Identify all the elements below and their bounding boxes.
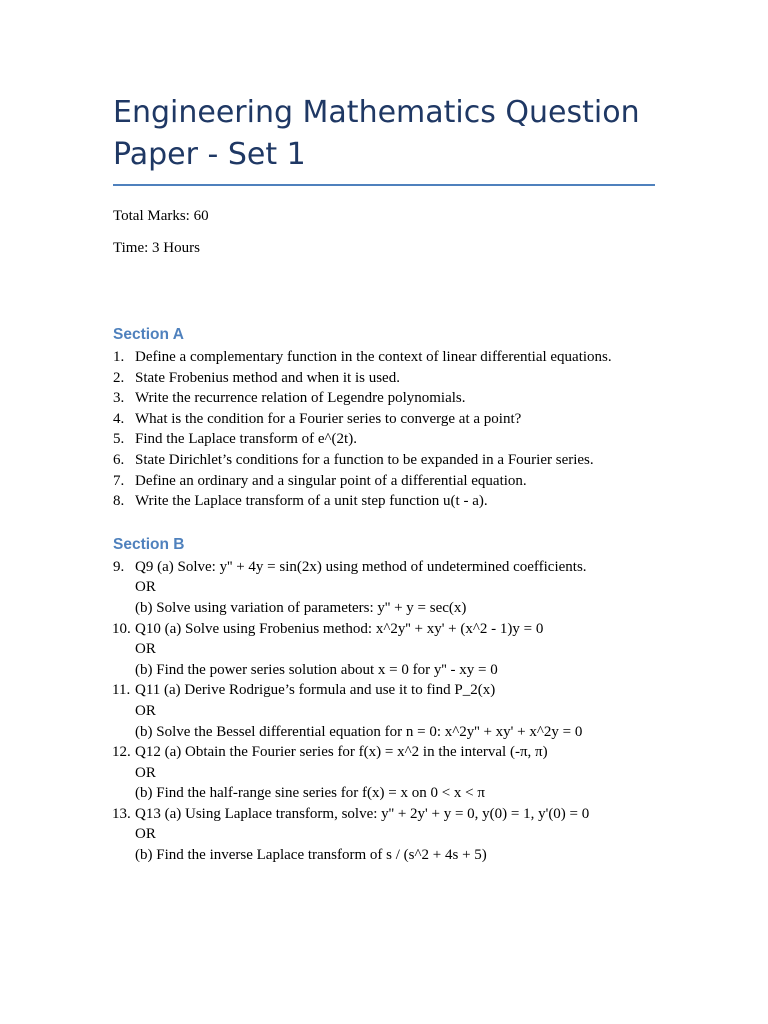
question-number: 8. — [113, 493, 125, 510]
question-number: 3. — [113, 390, 125, 407]
question-part-a: Q11 (a) Derive Rodrigue’s formula and use it to find P_2(x) — [135, 682, 496, 699]
question-item — [113, 429, 655, 450]
question-text: Define an ordinary and a singular point of a differential equation. — [135, 472, 527, 489]
question-number: 5. — [113, 431, 125, 448]
question-item — [113, 471, 655, 492]
question-text: State Frobenius method and when it is used. — [135, 369, 400, 386]
question-or: OR — [135, 641, 156, 658]
question-number: 2. — [113, 369, 125, 386]
question-part-b: (b) Find the power series solution about x = 0 for y'' - xy = 0 — [135, 661, 498, 678]
question-text: State Dirichlet’s conditions for a function to be expanded in a Fourier series. — [135, 451, 594, 468]
question-item — [113, 557, 655, 619]
question-part-b: (b) Solve the Bessel differential equation for n = 0: x^2y'' + xy' + x^2y = 0 — [135, 723, 583, 740]
question-or: OR — [135, 702, 156, 719]
question-item — [113, 368, 655, 389]
question-number: 4. — [113, 410, 125, 427]
question-item — [113, 409, 655, 430]
question-item — [113, 450, 655, 471]
question-number: 10. — [112, 620, 131, 637]
question-item — [113, 347, 655, 368]
section-a-heading: Section A — [113, 326, 184, 343]
question-or: OR — [135, 826, 156, 843]
question-item — [113, 619, 655, 681]
question-number: 12. — [112, 744, 131, 761]
exam-time: Time: 3 Hours — [113, 240, 200, 256]
question-item — [113, 388, 655, 409]
question-item — [113, 680, 655, 742]
question-number: 11. — [112, 682, 131, 699]
question-number: 6. — [113, 451, 125, 468]
total-marks: Total Marks: 60 — [113, 208, 209, 224]
question-part-a: Q12 (a) Obtain the Fourier series for f(x) = x^2 in the interval (-π, π) — [135, 744, 548, 761]
question-number: 9. — [113, 558, 125, 575]
question-or: OR — [135, 764, 156, 781]
question-text: Define a complementary function in the context of linear differential equations. — [135, 349, 612, 365]
question-item — [113, 742, 655, 804]
question-part-b: (b) Find the inverse Laplace transform of s / (s^2 + 4s + 5) — [135, 847, 487, 864]
section-a-question-list — [113, 347, 655, 512]
question-part-b: (b) Solve using variation of parameters: y'' + y = sec(x) — [135, 599, 467, 616]
question-number: 7. — [113, 472, 125, 489]
question-text: What is the condition for a Fourier series to converge at a point? — [135, 410, 522, 427]
question-item — [113, 804, 655, 866]
question-part-b: (b) Find the half-range sine series for f(x) = x on 0 < x < π — [135, 785, 485, 802]
question-or: OR — [135, 579, 156, 596]
question-part-a: Q10 (a) Solve using Frobenius method: x^2y'' + xy' + (x^2 - 1)y = 0 — [135, 620, 544, 637]
question-text: Find the Laplace transform of e^(2t). — [135, 431, 357, 448]
document-title: Engineering Mathematics Question Paper - Set 1 — [113, 92, 655, 186]
question-text: Write the recurrence relation of Legendre polynomials. — [135, 390, 466, 407]
question-item — [113, 491, 655, 512]
question-text: Write the Laplace transform of a unit step function u(t - a). — [135, 493, 488, 510]
question-part-a: Q13 (a) Using Laplace transform, solve: y'' + 2y' + y = 0, y(0) = 1, y'(0) = 0 — [135, 805, 590, 822]
section-b-question-list — [113, 557, 655, 866]
question-part-a: Q9 (a) Solve: y'' + 4y = sin(2x) using method of undetermined coefficients. — [135, 558, 587, 575]
document-page — [113, 92, 655, 866]
question-number: 1. — [113, 349, 125, 365]
section-b-heading: Section B — [113, 535, 185, 553]
question-number: 13. — [112, 805, 131, 822]
